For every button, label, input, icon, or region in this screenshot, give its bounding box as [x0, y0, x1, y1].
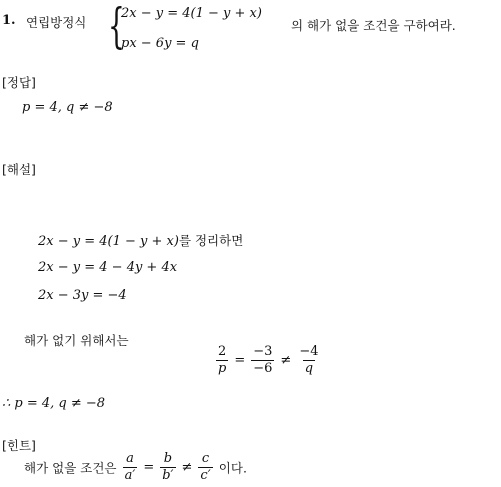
hint-header: [힌트] [2, 438, 36, 453]
fraction-numerator: 2 [218, 344, 227, 359]
not-equal-sign: ≠ [280, 353, 292, 368]
fraction-2-over-p [216, 345, 228, 376]
fraction-denominator: p [218, 361, 227, 376]
fraction-denominator: c′ [200, 468, 211, 483]
conclusion: ∴ p = 4, q ≠ −8 [2, 396, 106, 411]
explanation-line-3: 2x − 3y = −4 [38, 288, 127, 303]
not-equal-sign: ≠ [181, 460, 193, 475]
problem-prefix: 연립방정식 [26, 15, 87, 30]
system-brace: { [108, 0, 125, 54]
fraction-denominator: a′ [124, 468, 136, 483]
fraction-numerator: a [126, 451, 134, 466]
answer-text: p = 4, q ≠ −8 [22, 100, 113, 115]
fraction-numerator: −4 [299, 344, 319, 359]
condition-text: 해가 없기 위해서는 [24, 333, 129, 348]
fraction-numerator: −3 [253, 344, 273, 359]
explanation-header: [해설] [2, 162, 36, 177]
problem-number: 1. [2, 13, 16, 28]
system-equation-2: px − 6y = q [121, 36, 199, 51]
explanation-line-1-text: 를 정리하면 [178, 233, 244, 248]
answer-header: [정답] [2, 75, 36, 90]
condition-fraction-expression [214, 345, 322, 376]
hint-text-after: 이다. [218, 460, 247, 476]
fraction-c-over-c-prime [198, 452, 212, 483]
fraction-denominator: q [304, 361, 314, 376]
fraction-minus4-over-q [297, 345, 320, 376]
explanation-line-1-math: 2x − y = 4(1 − y + x) [38, 234, 179, 249]
hint-text-before: 해가 없을 조건은 [24, 460, 117, 476]
fraction-numerator: b [163, 451, 173, 466]
fraction-denominator: −6 [253, 361, 273, 376]
hint-line [24, 452, 247, 483]
fraction-b-over-b-prime [160, 452, 175, 483]
fraction-numerator: c [201, 451, 210, 466]
problem-suffix: 의 해가 없을 조건을 구하여라. [291, 18, 456, 33]
explanation-line-2: 2x − y = 4 − 4y + 4x [38, 260, 178, 275]
hint-fraction-expression [121, 451, 219, 483]
fraction-minus3-over-minus6 [251, 345, 274, 376]
fraction-a-over-a-prime [123, 452, 138, 483]
system-equation-1: 2x − y = 4(1 − y + x) [121, 6, 262, 21]
equals-sign: = [143, 460, 155, 475]
equals-sign: = [234, 353, 246, 368]
fraction-denominator: b′ [162, 468, 174, 483]
explanation-line-1 [38, 231, 243, 249]
